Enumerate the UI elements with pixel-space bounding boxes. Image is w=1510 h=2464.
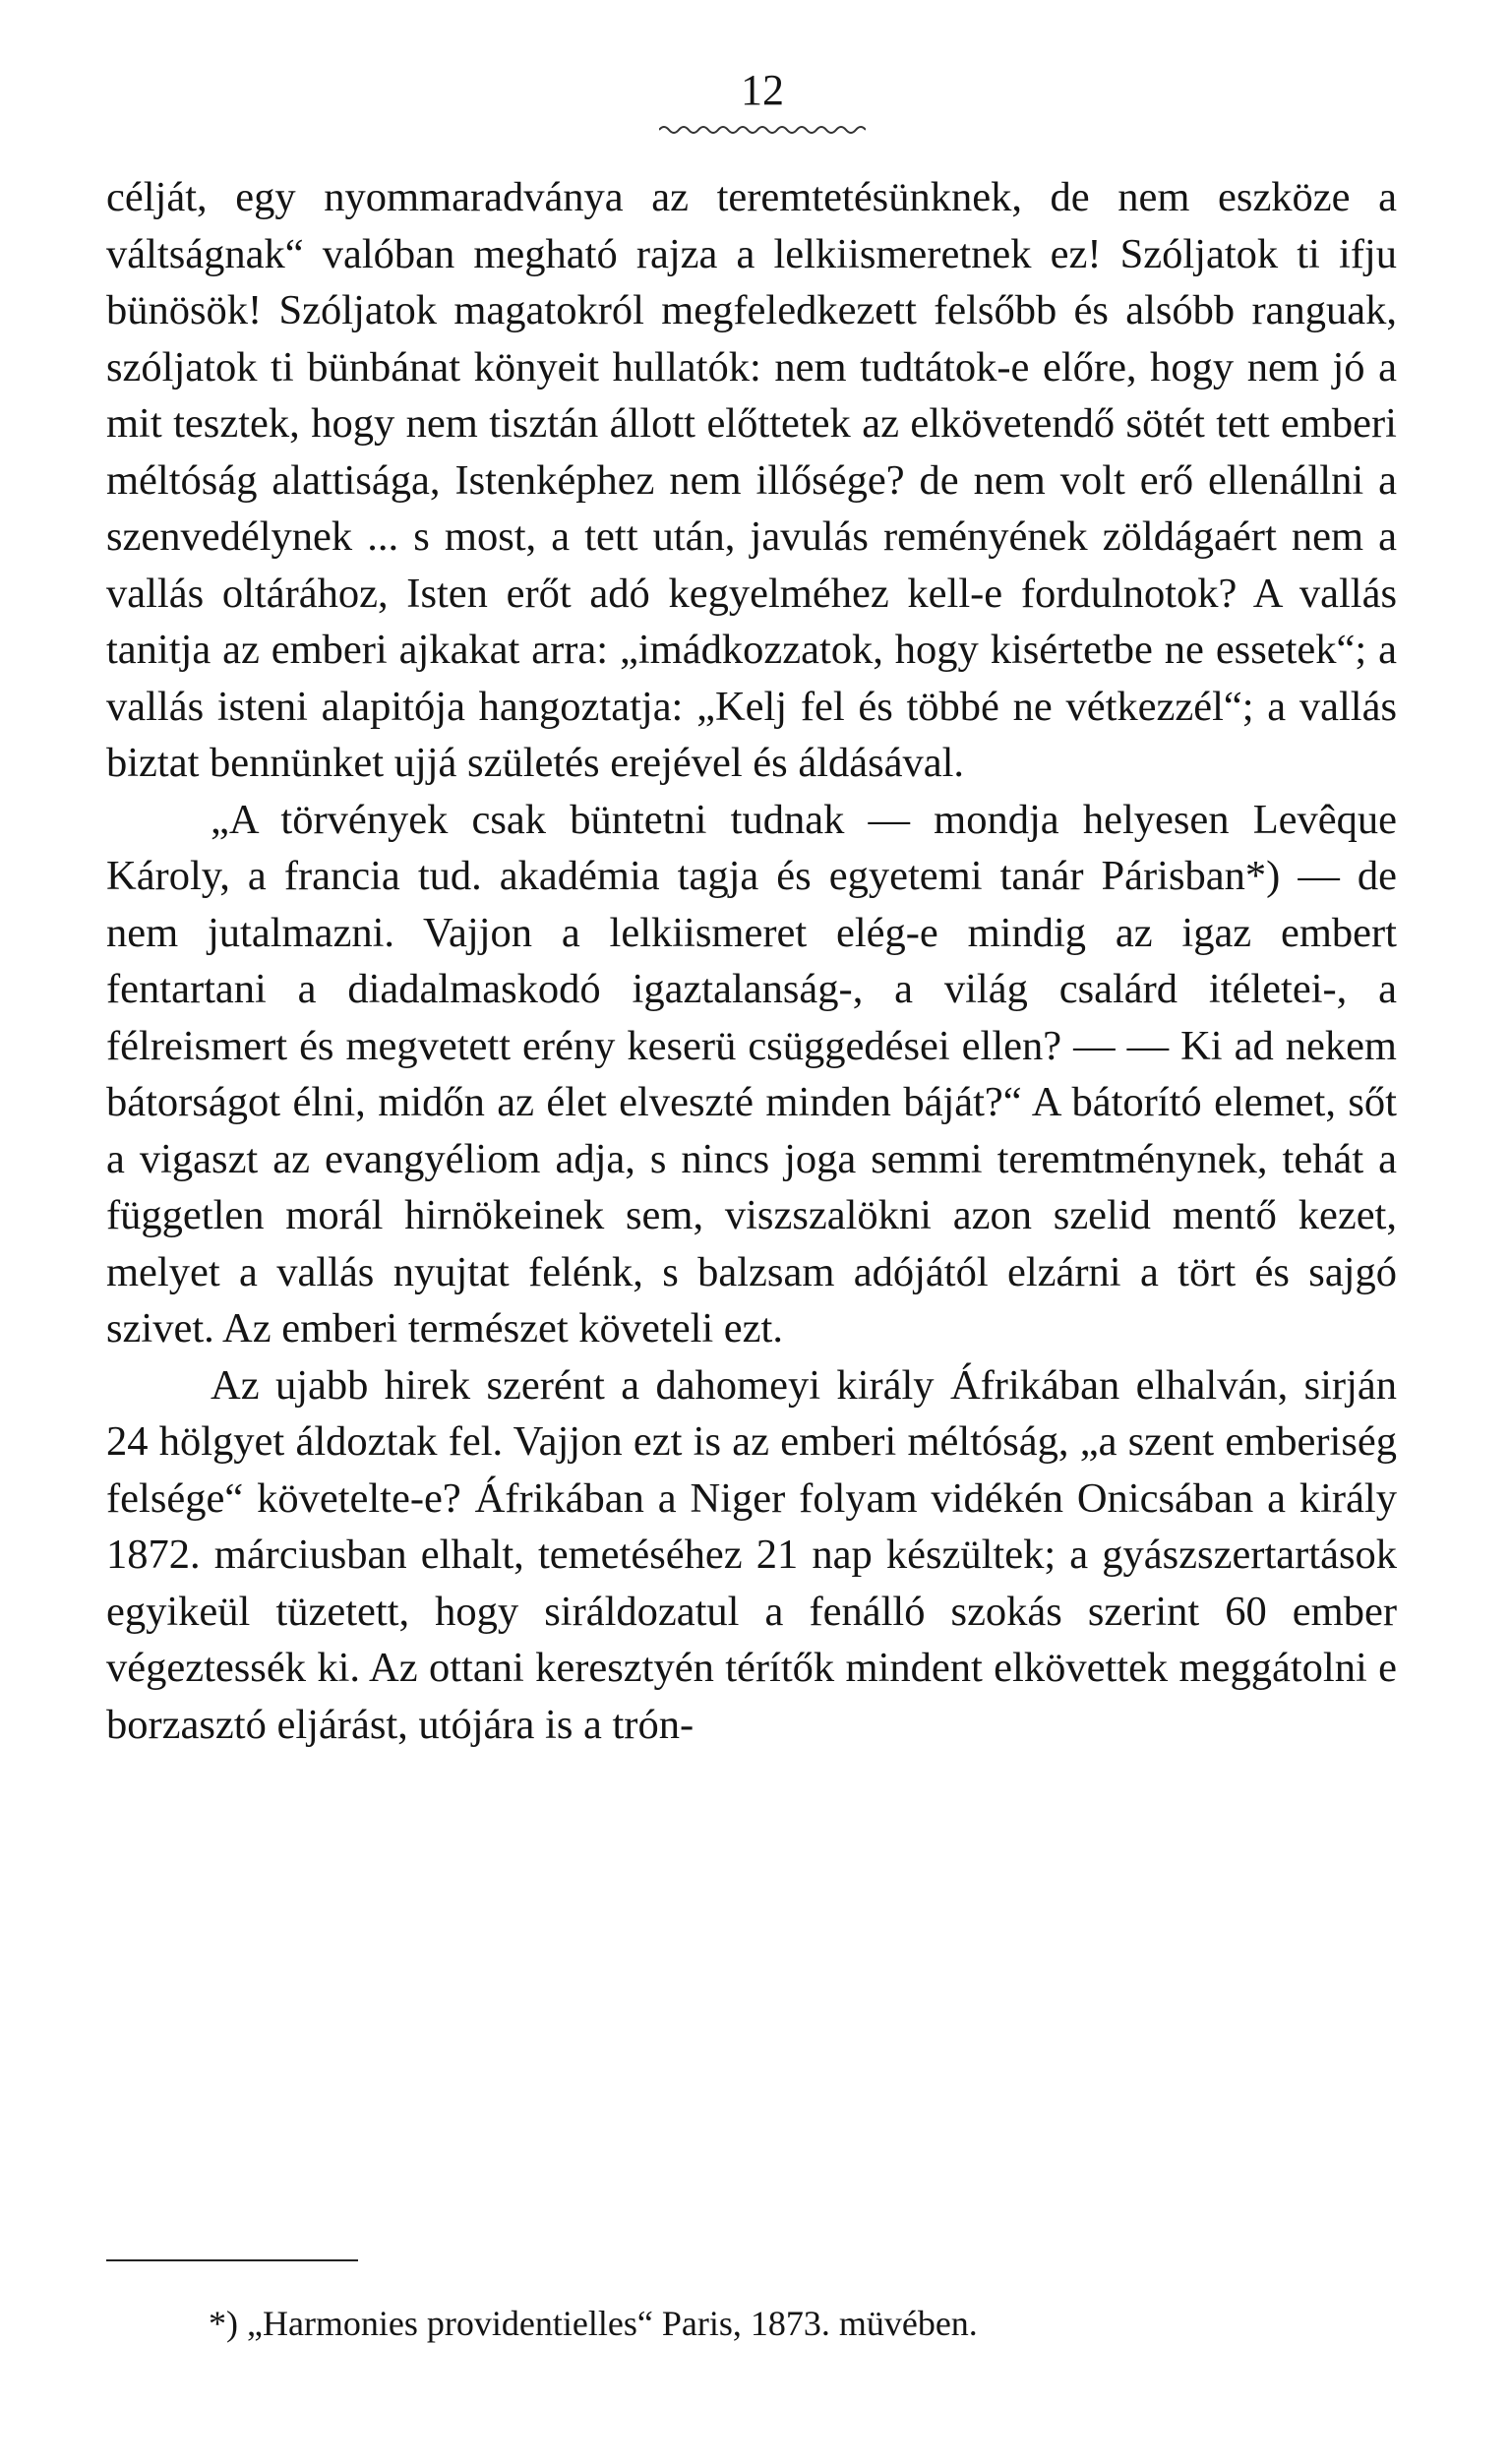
footnote: *) „Harmonies providentielles“ Paris, 1873. müvében. (209, 2304, 978, 2343)
paragraph-2: „A törvények csak büntetni tudnak — mondja helyesen Levêque Károly, a francia tud. akadémia tagja és egyetemi tanár Párisban*) — de nem jutalmazni. Vajjon a lelkiismeret elég-e mindig az igaz embert fentartani a diadalmaskodó igaztalanság-, a világ csalárd itéletei-, a félreismert és megvetett erény keserü csüggedései ellen? — — Ki ad nekem bátorságot élni, midőn az élet elveszté minden báját?“ A bátorító elemet, sőt a vigaszt az evangyéliom adja, s nincs joga semmi teremtménynek, tehát a független morál hirnökeinek sem, viszszalökni azon szelid mentő kezet, melyet a vallás nyujtat felénk, s balzsam adójától elzárni a tört és sajgó szivet. Az emberi természet követeli ezt. (106, 796, 1397, 1352)
footnote-divider (106, 2259, 358, 2261)
paragraph-3: Az ujabb hirek szerént a dahomeyi király Áfrikában elhalván, sirján 24 hölgyet áldoztak fel. Vajjon ezt is az emberi méltóság, „a szent emberiség felsége“ követelte-e? Áfrikában a Niger folyam vidékén Onicsában a király 1872. márciusban elhalt, temetéséhez 21 nap készültek; a gyászszertartások egyikeül tüzetett, hogy siráldozatul a fenálló szokás szerint 60 ember végeztessék ki. Az ottani keresztyén térítők mindent elkövettek meggátolni e borzasztó eljárást, utójára is a trón- (106, 1361, 1397, 1748)
body-text (106, 169, 1397, 1753)
wavy-ornament-icon (659, 122, 866, 138)
paragraph-1: célját, egy nyommaradványa az teremtetésünknek, de nem eszköze a váltságnak“ valóban megható rajza a lelkiismeretnek ez! Szóljatok ti ifju bünösök! Szóljatok magatokról megfeledkezett felsőbb és alsóbb ranguak, szóljatok ti bünbánat könyeit hullatók: nem tudtátok-e előre, hogy nem jó a mit tesztek, hogy nem tisztán állott előttetek az elkövetendő sötét tett emberi méltóság alattisága, Istenképhez nem illősége? de nem volt erő ellenállni a szenvedélynek ... s most, a tett után, javulás reményének zöldágaért nem a vallás oltárához, Isten erőt adó kegyelméhez kell-e fordulnotok? A vallás tanitja az emberi ajkakat arra: „imádkozzatok, hogy kisértetbe ne essetek“; a vallás isteni alapitója hangoztatja: „Kelj fel és többé ne vétkezzél“; a vallás biztat bennünket ujjá születés erejével és áldásával. (106, 174, 1397, 786)
page-number: 12 (741, 66, 784, 114)
